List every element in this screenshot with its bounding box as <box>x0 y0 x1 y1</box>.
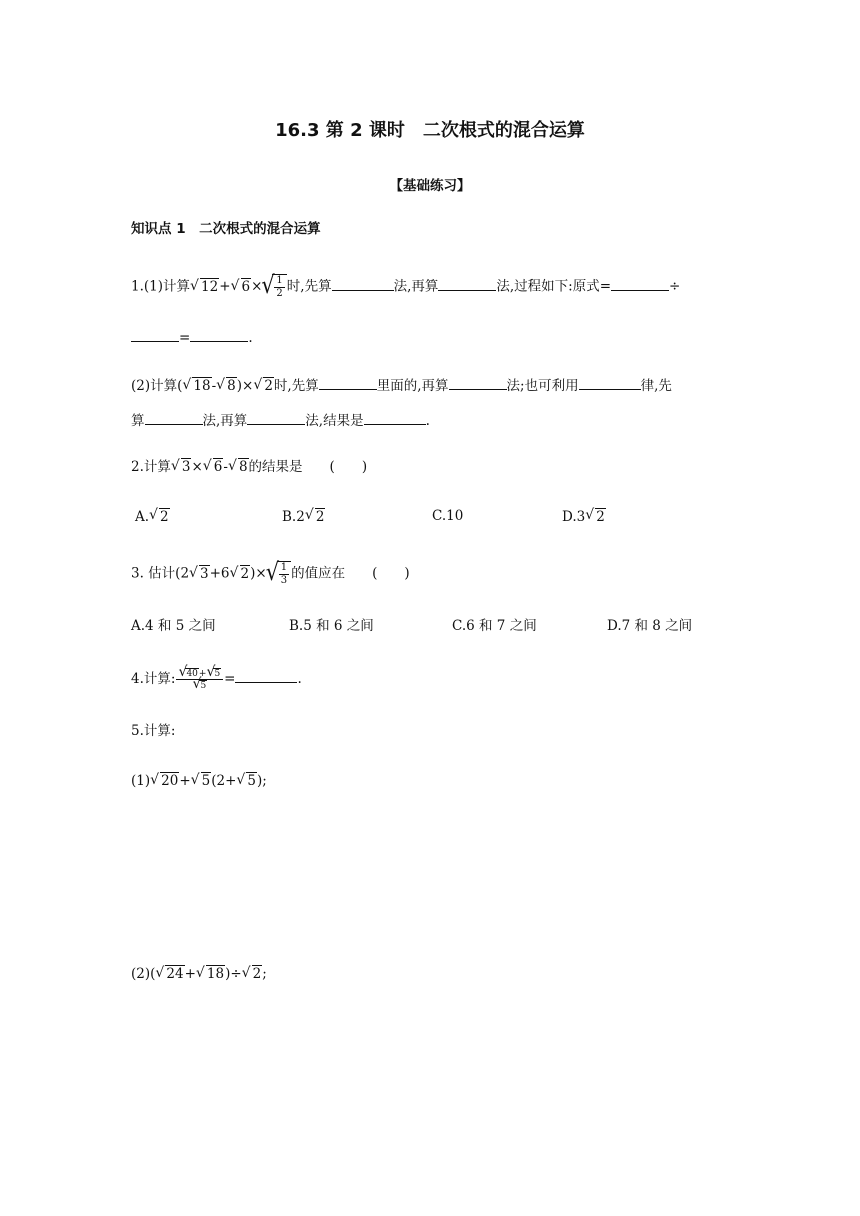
question-5-part-1: (1)√ 20+√ 5(2+√ 5); <box>131 772 267 790</box>
answer-blank[interactable] <box>131 328 179 342</box>
option-b[interactable]: B.2√ 2 <box>282 508 325 525</box>
question-1-part-1: 1.(1)计算√ 12+√ 6× √ $\frac{1}{2}$ 时,先算 法,再算 法,过程如下:原式= ÷ <box>131 274 680 300</box>
sqrt-8: √ 8 <box>229 458 249 476</box>
sqrt-one-third: √ $\frac{1}{3}$ <box>267 561 291 587</box>
page-title: 16.3 第 2 课时 二次根式的混合运算 <box>275 120 585 141</box>
answer-blank[interactable] <box>364 411 426 425</box>
section-heading: 【基础练习】 <box>389 178 471 194</box>
answer-blank[interactable] <box>190 328 248 342</box>
sqrt-18: √ 18 <box>197 965 225 983</box>
knowledge-point-heading: 知识点 1 二次根式的混合运算 <box>131 221 321 237</box>
option-c[interactable]: C.10 <box>432 508 464 524</box>
option-b[interactable]: B.5 和 6 之间 <box>289 618 374 634</box>
sqrt-2: √ 2 <box>231 565 251 583</box>
answer-blank[interactable] <box>247 411 305 425</box>
sqrt-6: √ 6 <box>232 278 252 296</box>
sqrt-one-half: √ $\frac{1}{2}$ <box>262 274 286 300</box>
option-d[interactable]: D.7 和 8 之间 <box>607 618 693 634</box>
sqrt-3: √ 3 <box>172 458 192 476</box>
answer-blank[interactable] <box>579 376 641 390</box>
option-a[interactable]: A.4 和 5 之间 <box>131 618 216 634</box>
sqrt-3: √ 3 <box>190 565 210 583</box>
answer-blank[interactable] <box>319 376 377 390</box>
question-5: 5.计算: <box>131 723 176 739</box>
sqrt-18: √ 18 <box>183 377 211 395</box>
answer-blank[interactable] <box>611 277 669 291</box>
sqrt-20: √ 20 <box>151 772 179 790</box>
question-2: 2.计算√ 3×√ 6-√ 8的结果是 ( ) <box>131 458 367 476</box>
sqrt-5: √ 5 <box>192 772 212 790</box>
fraction: √ 40+√ 5 √ 5 <box>176 668 223 691</box>
sqrt-8: √ 8 <box>217 377 237 395</box>
sqrt-12: √ 12 <box>191 278 219 296</box>
question-3: 3. 估计(2√ 3+6√ 2)× √ $\frac{1}{3}$ 的值应在 ( ) <box>131 561 410 587</box>
question-1-part-1-line-2: = . <box>131 328 253 347</box>
sqrt-2: √ 2 <box>254 377 274 395</box>
question-1-part-2-line-2: 算 法,再算 法,结果是 . <box>131 413 430 429</box>
answer-blank[interactable] <box>449 376 507 390</box>
sqrt-5: √ 5 <box>237 772 257 790</box>
option-a[interactable]: A.√ 2 <box>135 508 170 525</box>
sqrt-24: √ 24 <box>156 965 184 983</box>
answer-blank[interactable] <box>145 411 203 425</box>
sqrt-2: √ 2 <box>243 965 263 983</box>
question-5-part-2: (2)(√ 24+√ 18)÷√ 2; <box>131 965 267 983</box>
question-4: 4.计算: √ 40+√ 5 √ 5 = . <box>131 668 302 691</box>
answer-blank[interactable] <box>438 277 496 291</box>
option-d[interactable]: D.3√ 2 <box>562 508 606 525</box>
answer-blank[interactable] <box>332 277 394 291</box>
sqrt-6: √ 6 <box>204 458 224 476</box>
answer-blank[interactable] <box>235 669 297 683</box>
question-1-part-2: (2)计算(√ 18-√ 8)×√ 2时,先算 里面的,再算 法;也可利用 律,先 <box>131 376 672 395</box>
option-c[interactable]: C.6 和 7 之间 <box>452 618 537 634</box>
